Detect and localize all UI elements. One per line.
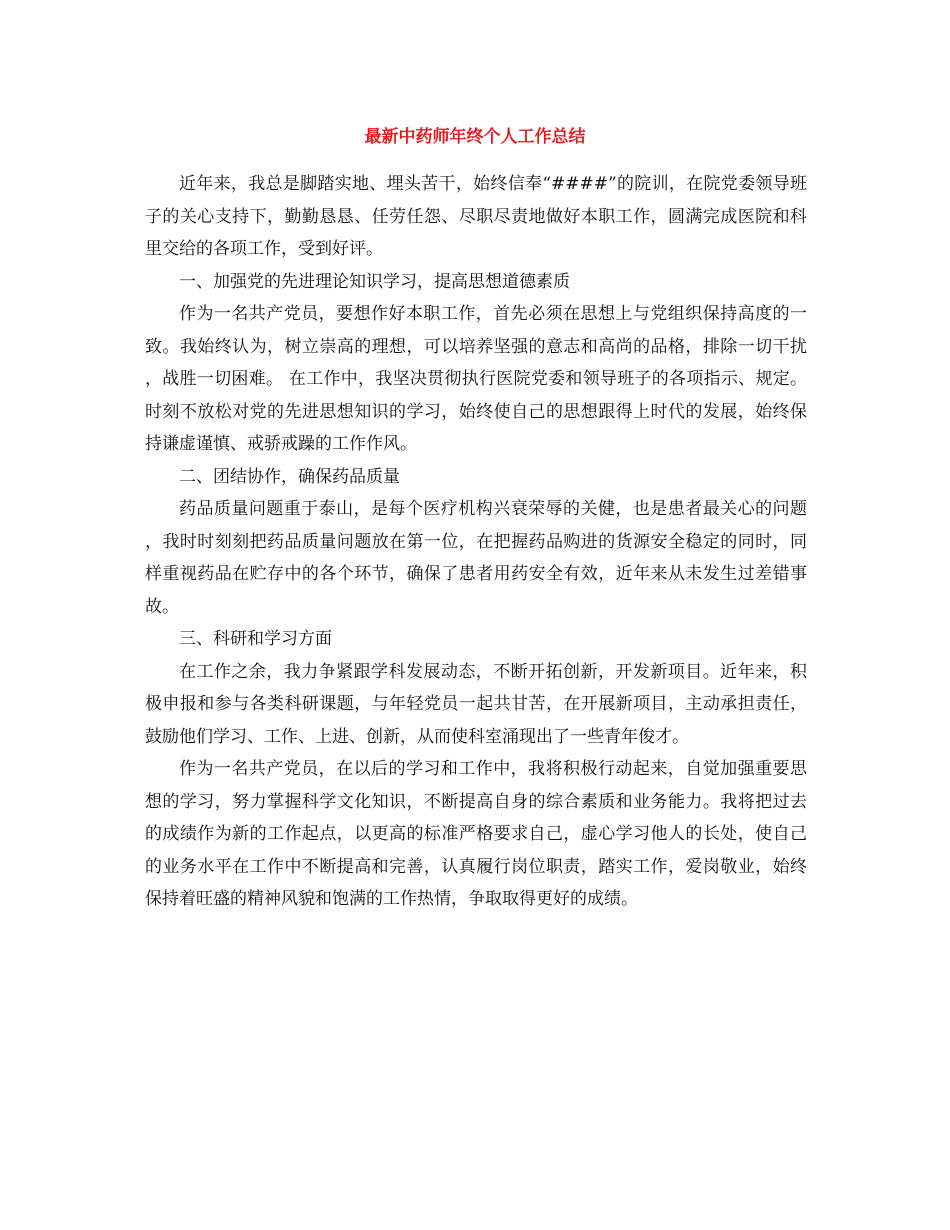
section-heading-2: 二、团结协作，确保药品质量 [179, 466, 400, 487]
paragraph-section-1: 作为一名共产党员，要想作好本职工作，首先必须在思想上与党组织保持高度的一致。我始终认为，树立崇高的理想，可以培养坚强的意志和高尚的品格，排除一切干扰，战胜一切困难。 在工作中，我坚决贯彻执行医院党委和领导班子的各项指示、规定。时刻不放松对党的先进思想知识的学习，始终使自己的思想跟得上时代的发展，始终保持谦虚谨慎、戒骄戒躁的工作作风。 [145, 304, 807, 454]
paragraph-section-2: 药品质量问题重于泰山，是每个医疗机构兴衰荣辱的关健，也是患者最关心的问题，我时时刻刻把药品质量问题放在第一位，在把握药品购进的货源安全稳定的同时，同样重视药品在贮存中的各个环节，确保了患者用药安全有效，近年来从未发生过差错事故。 [145, 499, 807, 617]
document-title: 最新中药师年终个人工作总结 [364, 127, 586, 147]
paragraph-intro: 近年来，我总是脚踏实地、埋头苦干，始终信奉“####”的院训，在院党委领导班子的关心支持下，勤勤恳恳、任劳任怨、尽职尽责地做好本职工作，圆满完成医院和科里交给的各项工作，受到好评。 [145, 174, 807, 259]
paragraph-conclusion: 作为一名共产党员，在以后的学习和工作中，我将积极行动起来，自觉加强重要思想的学习，努力掌握科学文化知识，不断提高自身的综合素质和业务能力。我将把过去的成绩作为新的工作起点，以更高的标准严格要求自己，虚心学习他人的长处，使自己的业务水平在工作中不断提高和完善，认真履行岗位职责，踏实工作，爱岗敬业，始终保持着旺盛的精神风貌和饱满的工作热情，争取取得更好的成绩。 [145, 759, 807, 909]
document-body [145, 168, 807, 916]
section-heading-3: 三、科研和学习方面 [179, 629, 332, 649]
section-heading-1: 一、加强党的先进理论知识学习，提高思想道德素质 [179, 271, 570, 292]
paragraph-section-3: 在工作之余，我力争紧跟学科发展动态，不断开拓创新，开发新项目。近年来，积极申报和参与各类科研课题，与年轻党员一起共甘苦，在开展新项目，主动承担责任，鼓励他们学习、工作、上进、创新，从而使科室涌现出了一些青年俊才。 [145, 661, 807, 747]
